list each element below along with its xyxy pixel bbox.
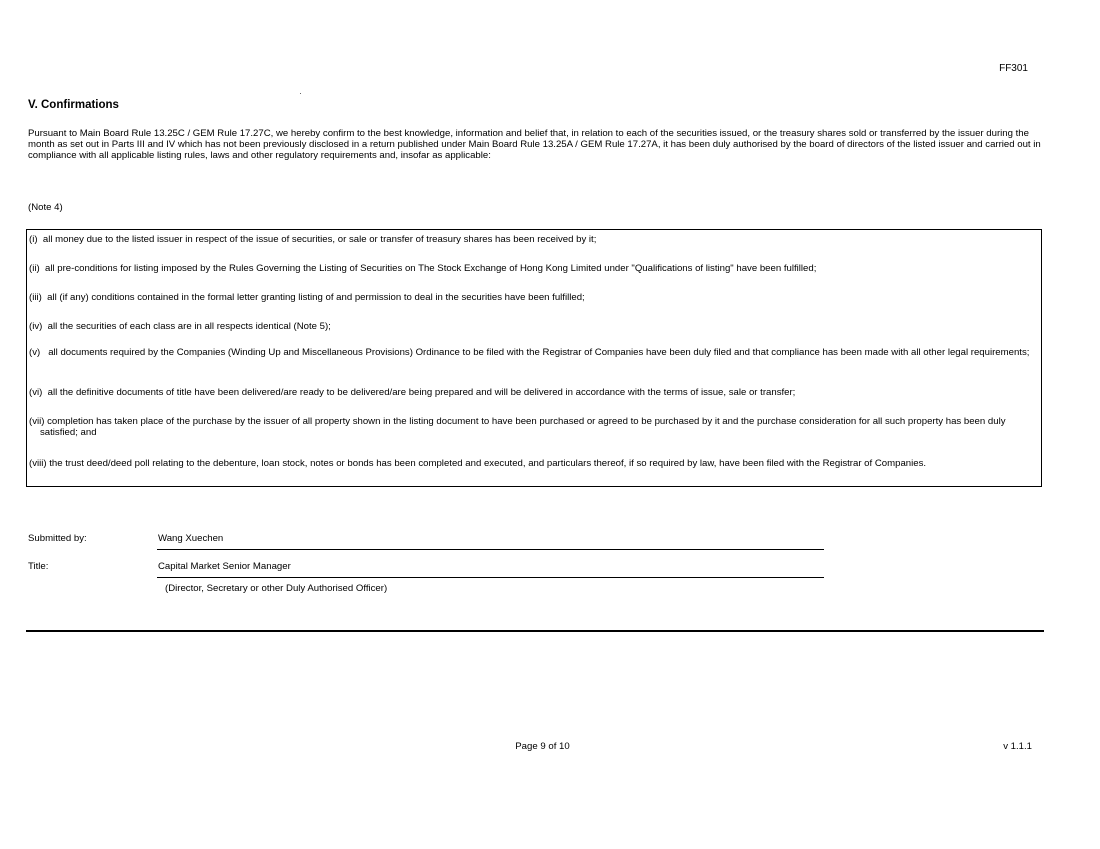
officer-caption: (Director, Secretary or other Duly Authorised Officer) bbox=[165, 583, 388, 594]
confirmation-item bbox=[29, 263, 1035, 274]
item-text: all documents required by the Companies (Winding Up and Miscellaneous Provisions) Ordinance to be filed with the Registrar of Companies have been duly filed and that compliance has been made with all other legal requirements; bbox=[48, 347, 1030, 358]
item-text: all money due to the listed issuer in respect of the issue of securities, or sale or transfer of treasury shares has been received by it; bbox=[42, 234, 597, 245]
note-reference: (Note 4) bbox=[28, 202, 63, 213]
item-number: (i) bbox=[29, 234, 38, 245]
confirmation-item bbox=[29, 347, 1046, 358]
bottom-divider bbox=[26, 630, 1044, 632]
confirmation-item bbox=[29, 416, 1046, 438]
form-code: FF301 bbox=[999, 63, 1028, 74]
item-number: (vii) bbox=[29, 416, 45, 427]
confirmation-item bbox=[29, 321, 1035, 332]
item-text: the trust deed/deed poll relating to the debenture, loan stock, notes or bonds has been completed and executed, and particulars thereof, if so required by law, have been filed with the Registrar of Companies. bbox=[49, 458, 927, 469]
confirmation-item bbox=[29, 458, 1063, 469]
section-heading: V. Confirmations bbox=[28, 99, 119, 111]
confirmation-item bbox=[29, 234, 1035, 245]
title-value: Capital Market Senior Manager bbox=[158, 561, 291, 572]
item-text: all the securities of each class are in all respects identical (Note 5); bbox=[47, 321, 331, 332]
item-number: (iii) bbox=[29, 292, 42, 303]
confirmation-item bbox=[29, 387, 1035, 398]
submitted-by-label: Submitted by: bbox=[28, 533, 87, 544]
item-number: (iv) bbox=[29, 321, 43, 332]
item-text: all the definitive documents of title have been delivered/are ready to be delivered/are being prepared and will be delivered in accordance with the terms of issue, sale or transfer; bbox=[47, 387, 796, 398]
stray-mark bbox=[300, 93, 301, 94]
intro-paragraph: Pursuant to Main Board Rule 13.25C / GEM Rule 17.27C, we hereby confirm to the best knowledge, information and belief that, in relation to each of the securities issued, or the treasury shares sold or transferred by the issuer during the month as set out in Parts III and IV which has not been previously disclosed in a return published under Main Board Rule 13.25A / GEM Rule 17.27A, it has been duly authorised by the board of directors of the listed issuer and carried out in compliance with all applicable listing rules, laws and other regulatory requirements and, insofar as applicable: bbox=[28, 128, 1041, 161]
submitted-by-value: Wang Xuechen bbox=[158, 533, 224, 544]
item-text: completion has taken place of the purchase by the issuer of all property shown in the listing document to have been purchased or agreed to be purchased by it and the purchase consideration for all such property has been duly satisfied; and bbox=[40, 416, 1006, 438]
page-number: Page 9 of 10 bbox=[515, 741, 570, 752]
title-label: Title: bbox=[28, 561, 49, 572]
signature-line bbox=[157, 549, 824, 550]
confirmation-item bbox=[29, 292, 1035, 303]
confirmations-box bbox=[26, 229, 1042, 487]
version-label: v 1.1.1 bbox=[1003, 741, 1032, 752]
item-number: (v) bbox=[29, 347, 41, 358]
item-number: (ii) bbox=[29, 263, 40, 274]
title-line bbox=[157, 577, 824, 578]
item-text: all (if any) conditions contained in the formal letter granting listing of and permission to deal in the securities have been fulfilled; bbox=[47, 292, 585, 303]
item-number: (vi) bbox=[29, 387, 43, 398]
item-text: all pre-conditions for listing imposed by the Rules Governing the Listing of Securities on The Stock Exchange of Hong Kong Limited under "Qualifications of listing" have been fulfilled; bbox=[45, 263, 817, 274]
item-number: (viii) bbox=[29, 458, 47, 469]
